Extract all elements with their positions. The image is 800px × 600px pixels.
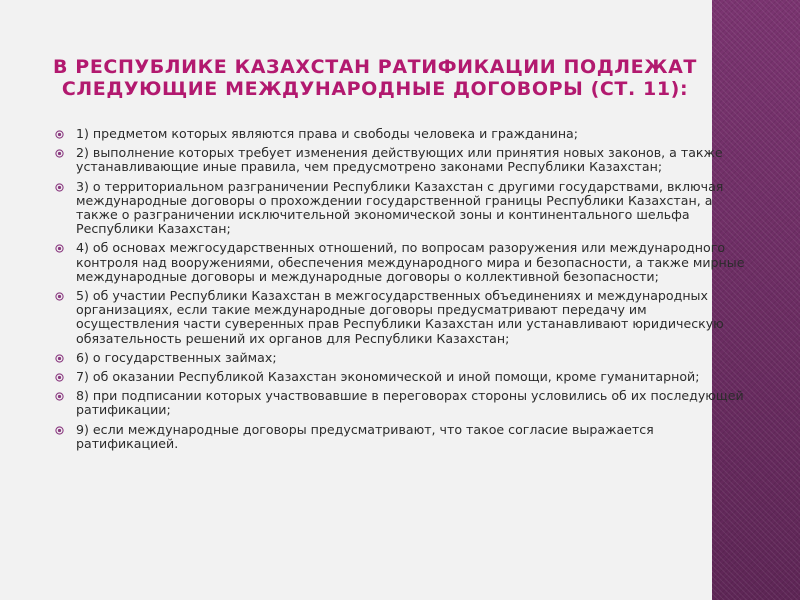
list-item-text: 5) об участии Республики Казахстан в межгосударственных объединениях и международных организациях, если такие международные договоры предусматривают передачу им осуществления части суверенных прав Республики Казахстан или устанавливают юридическую обязательность решений их органов для Республики Казахстан; xyxy=(76,288,724,346)
slide-title-line-2: СЛЕДУЮЩИЕ МЕЖДУНАРОДНЫЕ ДОГОВОРЫ (СТ. 11): xyxy=(61,78,689,100)
bullet-icon xyxy=(55,244,64,253)
list-item-4 xyxy=(50,241,752,284)
bullet-icon xyxy=(55,292,64,301)
list-item-7 xyxy=(50,370,752,384)
bullet-icon xyxy=(55,183,64,192)
list-item-5 xyxy=(50,289,752,346)
list-item-9 xyxy=(50,423,752,451)
list-item-6 xyxy=(50,351,752,365)
bullet-icon xyxy=(55,149,64,158)
list-item-1 xyxy=(50,127,752,141)
list-item-2 xyxy=(50,146,752,174)
list-item-text: 7) об оказании Республикой Казахстан экономической и иной помощи, кроме гуманитарной; xyxy=(76,369,700,385)
list-item-3 xyxy=(50,180,752,237)
bullet-icon xyxy=(55,392,64,401)
bullet-list xyxy=(50,127,752,456)
bullet-icon xyxy=(55,354,64,363)
list-item-text: 3) о территориальном разграничении Республики Казахстан с другими государствами, включая международные договоры о прохождении государственной границы Республики Казахстан, а также о разграничении исключительной экономической зоны и континентального шельфа Республики Казахстан; xyxy=(76,178,724,237)
list-item-8 xyxy=(50,389,752,417)
list-item-text: 2) выполнение которых требует изменения действующих или принятия новых законов, а также устанавливающие иные правила, чем предусмотрено законами Республики Казахстан; xyxy=(76,145,723,175)
list-item-text: 9) если международные договоры предусматривают, что такое согласие выражается ратификацией. xyxy=(76,421,654,451)
list-item-text: 4) об основах межгосударственных отношений, по вопросам разоружения или международного контроля над вооружениями, обеспечения международного мира и безопасности, а также мирные международные договоры и международные договоры о коллективной безопасности; xyxy=(76,240,745,284)
bullet-icon xyxy=(55,130,64,139)
slide-title xyxy=(40,56,710,100)
list-item-text: 8) при подписании которых участвовавшие в переговорах стороны условились об их последующей ратификации; xyxy=(76,388,744,418)
list-item-text: 1) предметом которых являются права и свободы человека и гражданина; xyxy=(76,126,579,141)
slide-title-line-1: В РЕСПУБЛИКЕ КАЗАХСТАН РАТИФИКАЦИИ ПОДЛЕЖАТ xyxy=(53,56,697,78)
list-item-text: 6) о государственных займах; xyxy=(76,349,277,365)
bullet-icon xyxy=(55,426,64,435)
bullet-icon xyxy=(55,373,64,382)
